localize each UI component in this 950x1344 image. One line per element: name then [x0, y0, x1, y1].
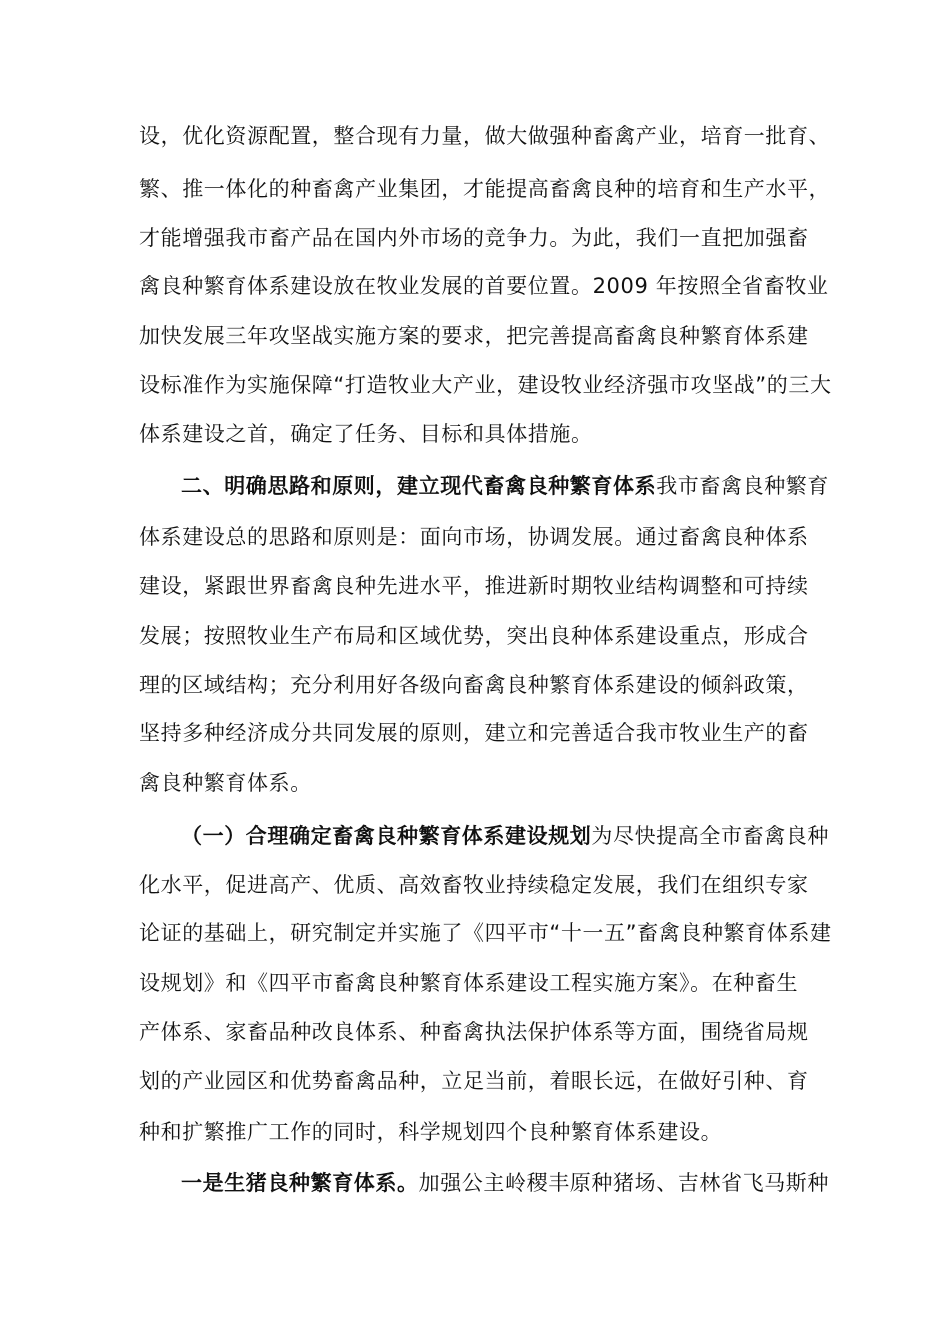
- section-heading: 二、明确思路和原则，建立现代畜禽良种繁育体系: [181, 474, 657, 498]
- item-heading: 一是生猪良种繁育体系。: [181, 1171, 419, 1195]
- body-text-line: 体系建设总的思路和原则是：面向市场，协调发展。通过畜禽良种体系: [139, 525, 809, 549]
- body-text-line: 禽良种繁育体系建设放在牧业发展的首要位置。2009 年按照全省畜牧业: [139, 274, 829, 298]
- body-text-line: 产体系、家畜品种改良体系、种畜禽执法保护体系等方面，围绕省局规: [139, 1020, 809, 1044]
- body-text-line: 坚持多种经济成分共同发展的原则，建立和完善适合我市牧业生产的畜: [139, 721, 809, 745]
- section-first-line-text: 我市畜禽良种繁育: [656, 474, 830, 498]
- subsection-heading: （一）合理确定畜禽良种繁育体系建设规划: [181, 824, 592, 848]
- subsection-heading-line: [181, 821, 829, 851]
- subsection-first-line-text: 为尽快提高全市畜禽良种: [591, 824, 830, 848]
- item-first-line-text: 加强公主岭稷丰原种猪场、吉林省飞马斯种: [418, 1171, 830, 1195]
- body-text-line: 体系建设之首，确定了任务、目标和具体措施。: [139, 422, 593, 446]
- body-text-line: 设规划》和《四平市畜禽良种繁育体系建设工程实施方案》。在种畜生: [139, 971, 799, 995]
- body-text-line: 设标准作为实施保障“打造牧业大产业，建设牧业经济强市攻坚战”的三大: [139, 373, 832, 397]
- body-text-line: 理的区域结构；充分利用好各级向畜禽良种繁育体系建设的倾斜政策，: [139, 673, 809, 697]
- body-text-line: 加快发展三年攻坚战实施方案的要求，把完善提高畜禽良种繁育体系建: [139, 324, 809, 348]
- body-text-line: 发展；按照牧业生产布局和区域优势，突出良种体系建设重点，形成合: [139, 624, 809, 648]
- body-text-line: 建设，紧跟世界畜禽良种先进水平，推进新时期牧业结构调整和可持续: [139, 574, 809, 598]
- body-text-line: 论证的基础上，研究制定并实施了《四平市“十一五”畜禽良种繁育体系建: [139, 921, 832, 945]
- body-text-line: 设，优化资源配置，整合现有力量，做大做强种畜禽产业，培育一批育、: [139, 124, 831, 148]
- body-text-line: 禽良种繁育体系。: [139, 771, 312, 795]
- body-text-line: 种和扩繁推广工作的同时，科学规划四个良种繁育体系建设。: [139, 1120, 723, 1144]
- body-text-line: 化水平，促进高产、优质、高效畜牧业持续稳定发展，我们在组织专家: [139, 873, 809, 897]
- body-text-line: 繁、推一体化的种畜禽产业集团，才能提高畜禽良种的培育和生产水平，: [139, 177, 831, 201]
- item-heading-line: [181, 1168, 829, 1198]
- section-heading-line: [181, 471, 829, 501]
- body-text-line: 才能增强我市畜产品在国内外市场的竞争力。为此，我们一直把加强畜: [139, 226, 809, 250]
- body-text-line: 划的产业园区和优势畜禽品种，立足当前，着眼长远，在做好引种、育: [139, 1069, 809, 1093]
